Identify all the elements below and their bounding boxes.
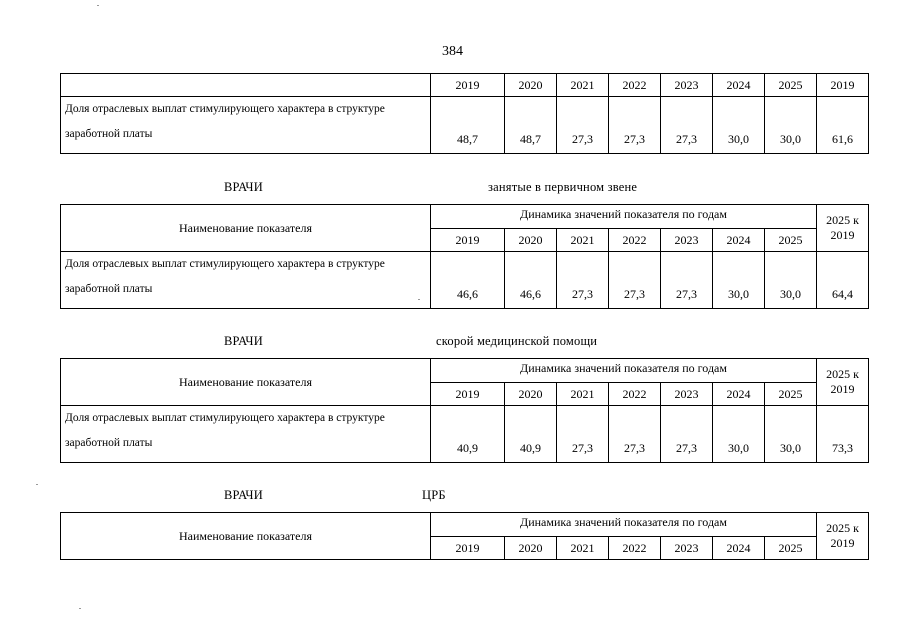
section-title-right: ЦРБ xyxy=(422,488,446,502)
value-cell: 27,3 xyxy=(661,406,713,463)
value-cell: 27,3 xyxy=(609,252,661,309)
value-cell: 27,3 xyxy=(609,97,661,154)
year-cell: 2025 xyxy=(765,229,817,252)
year-cell: 2023 xyxy=(661,74,713,97)
year-cell: 2023 xyxy=(661,537,713,560)
indicator-name: Доля отраслевых выплат стимулирующего характера в структуре заработной платы xyxy=(61,406,431,463)
year-cell: 2020 xyxy=(505,74,557,97)
year-cell: 2021 xyxy=(557,383,609,406)
value-cell: 30,0 xyxy=(713,97,765,154)
year-cell: 2020 xyxy=(505,537,557,560)
name-header: Наименование показателя xyxy=(61,513,431,560)
dynamics-header: Динамика значений показателя по годам xyxy=(431,359,817,383)
value-cell: 27,3 xyxy=(661,97,713,154)
value-cell: 27,3 xyxy=(661,252,713,309)
value-cell: 40,9 xyxy=(505,406,557,463)
year-cell: 2019 xyxy=(431,229,505,252)
year-cell: 2024 xyxy=(713,537,765,560)
year-cell: 2022 xyxy=(609,229,661,252)
year-cell: 2024 xyxy=(713,383,765,406)
scan-speck xyxy=(97,5,99,6)
ratio-cell: 73,3 xyxy=(817,406,869,463)
indicator-name: Доля отраслевых выплат стимулирующего характера в структуре заработной платы xyxy=(61,97,431,154)
year-cell: 2025 xyxy=(765,74,817,97)
year-cell: 2022 xyxy=(609,383,661,406)
scan-speck xyxy=(79,608,81,609)
section-table xyxy=(60,204,869,309)
year-cell: 2019 xyxy=(431,537,505,560)
name-header: Наименование показателя xyxy=(61,359,431,406)
year-cell: 2022 xyxy=(609,74,661,97)
section-title-left: ВРАЧИ xyxy=(224,334,263,348)
year-cell: 2019 xyxy=(431,74,505,97)
year-cell: 2021 xyxy=(557,74,609,97)
value-cell: 30,0 xyxy=(713,252,765,309)
name-header: Наименование показателя xyxy=(61,205,431,252)
section-title-right: занятые в первичном звене xyxy=(488,180,638,194)
ratio-header: 2025 к 2019 xyxy=(817,513,869,560)
ratio-header: 2025 к 2019 xyxy=(817,359,869,406)
year-cell: 2023 xyxy=(661,383,713,406)
value-cell: 27,3 xyxy=(609,406,661,463)
top-table xyxy=(60,73,869,154)
value-cell: 48,7 xyxy=(505,97,557,154)
year-cell: 2019 xyxy=(431,383,505,406)
page-number: 384 xyxy=(442,44,463,59)
year-cell: 2020 xyxy=(505,229,557,252)
scan-speck xyxy=(418,299,420,300)
ratio-header: 2025 к 2019 xyxy=(817,205,869,252)
dynamics-header: Динамика значений показателя по годам xyxy=(431,205,817,229)
year-cell: 2025 xyxy=(765,537,817,560)
section-title-right: скорой медицинской помощи xyxy=(436,334,598,348)
year-cell: 2019 xyxy=(817,74,869,97)
value-cell: 40,9 xyxy=(431,406,505,463)
scan-speck xyxy=(36,484,38,485)
value-cell: 48,7 xyxy=(431,97,505,154)
value-cell: 27,3 xyxy=(557,252,609,309)
section-table xyxy=(60,358,869,463)
value-cell: 30,0 xyxy=(765,406,817,463)
year-cell: 2021 xyxy=(557,229,609,252)
ratio-cell: 64,4 xyxy=(817,252,869,309)
value-cell: 30,0 xyxy=(765,252,817,309)
value-cell: 30,0 xyxy=(765,97,817,154)
section-title-left: ВРАЧИ xyxy=(224,180,263,194)
empty-name-cell xyxy=(61,74,431,97)
year-cell: 2021 xyxy=(557,537,609,560)
value-cell: 27,3 xyxy=(557,97,609,154)
year-cell: 2020 xyxy=(505,383,557,406)
year-cell: 2024 xyxy=(713,229,765,252)
year-cell: 2022 xyxy=(609,537,661,560)
section-table xyxy=(60,512,869,560)
dynamics-header: Динамика значений показателя по годам xyxy=(431,513,817,537)
value-cell: 61,6 xyxy=(817,97,869,154)
year-cell: 2023 xyxy=(661,229,713,252)
indicator-name: Доля отраслевых выплат стимулирующего характера в структуре заработной платы xyxy=(61,252,431,309)
value-cell: 30,0 xyxy=(713,406,765,463)
year-cell: 2024 xyxy=(713,74,765,97)
year-cell: 2025 xyxy=(765,383,817,406)
value-cell: 27,3 xyxy=(557,406,609,463)
value-cell: 46,6 xyxy=(431,252,505,309)
section-title-left: ВРАЧИ xyxy=(224,488,263,502)
value-cell: 46,6 xyxy=(505,252,557,309)
